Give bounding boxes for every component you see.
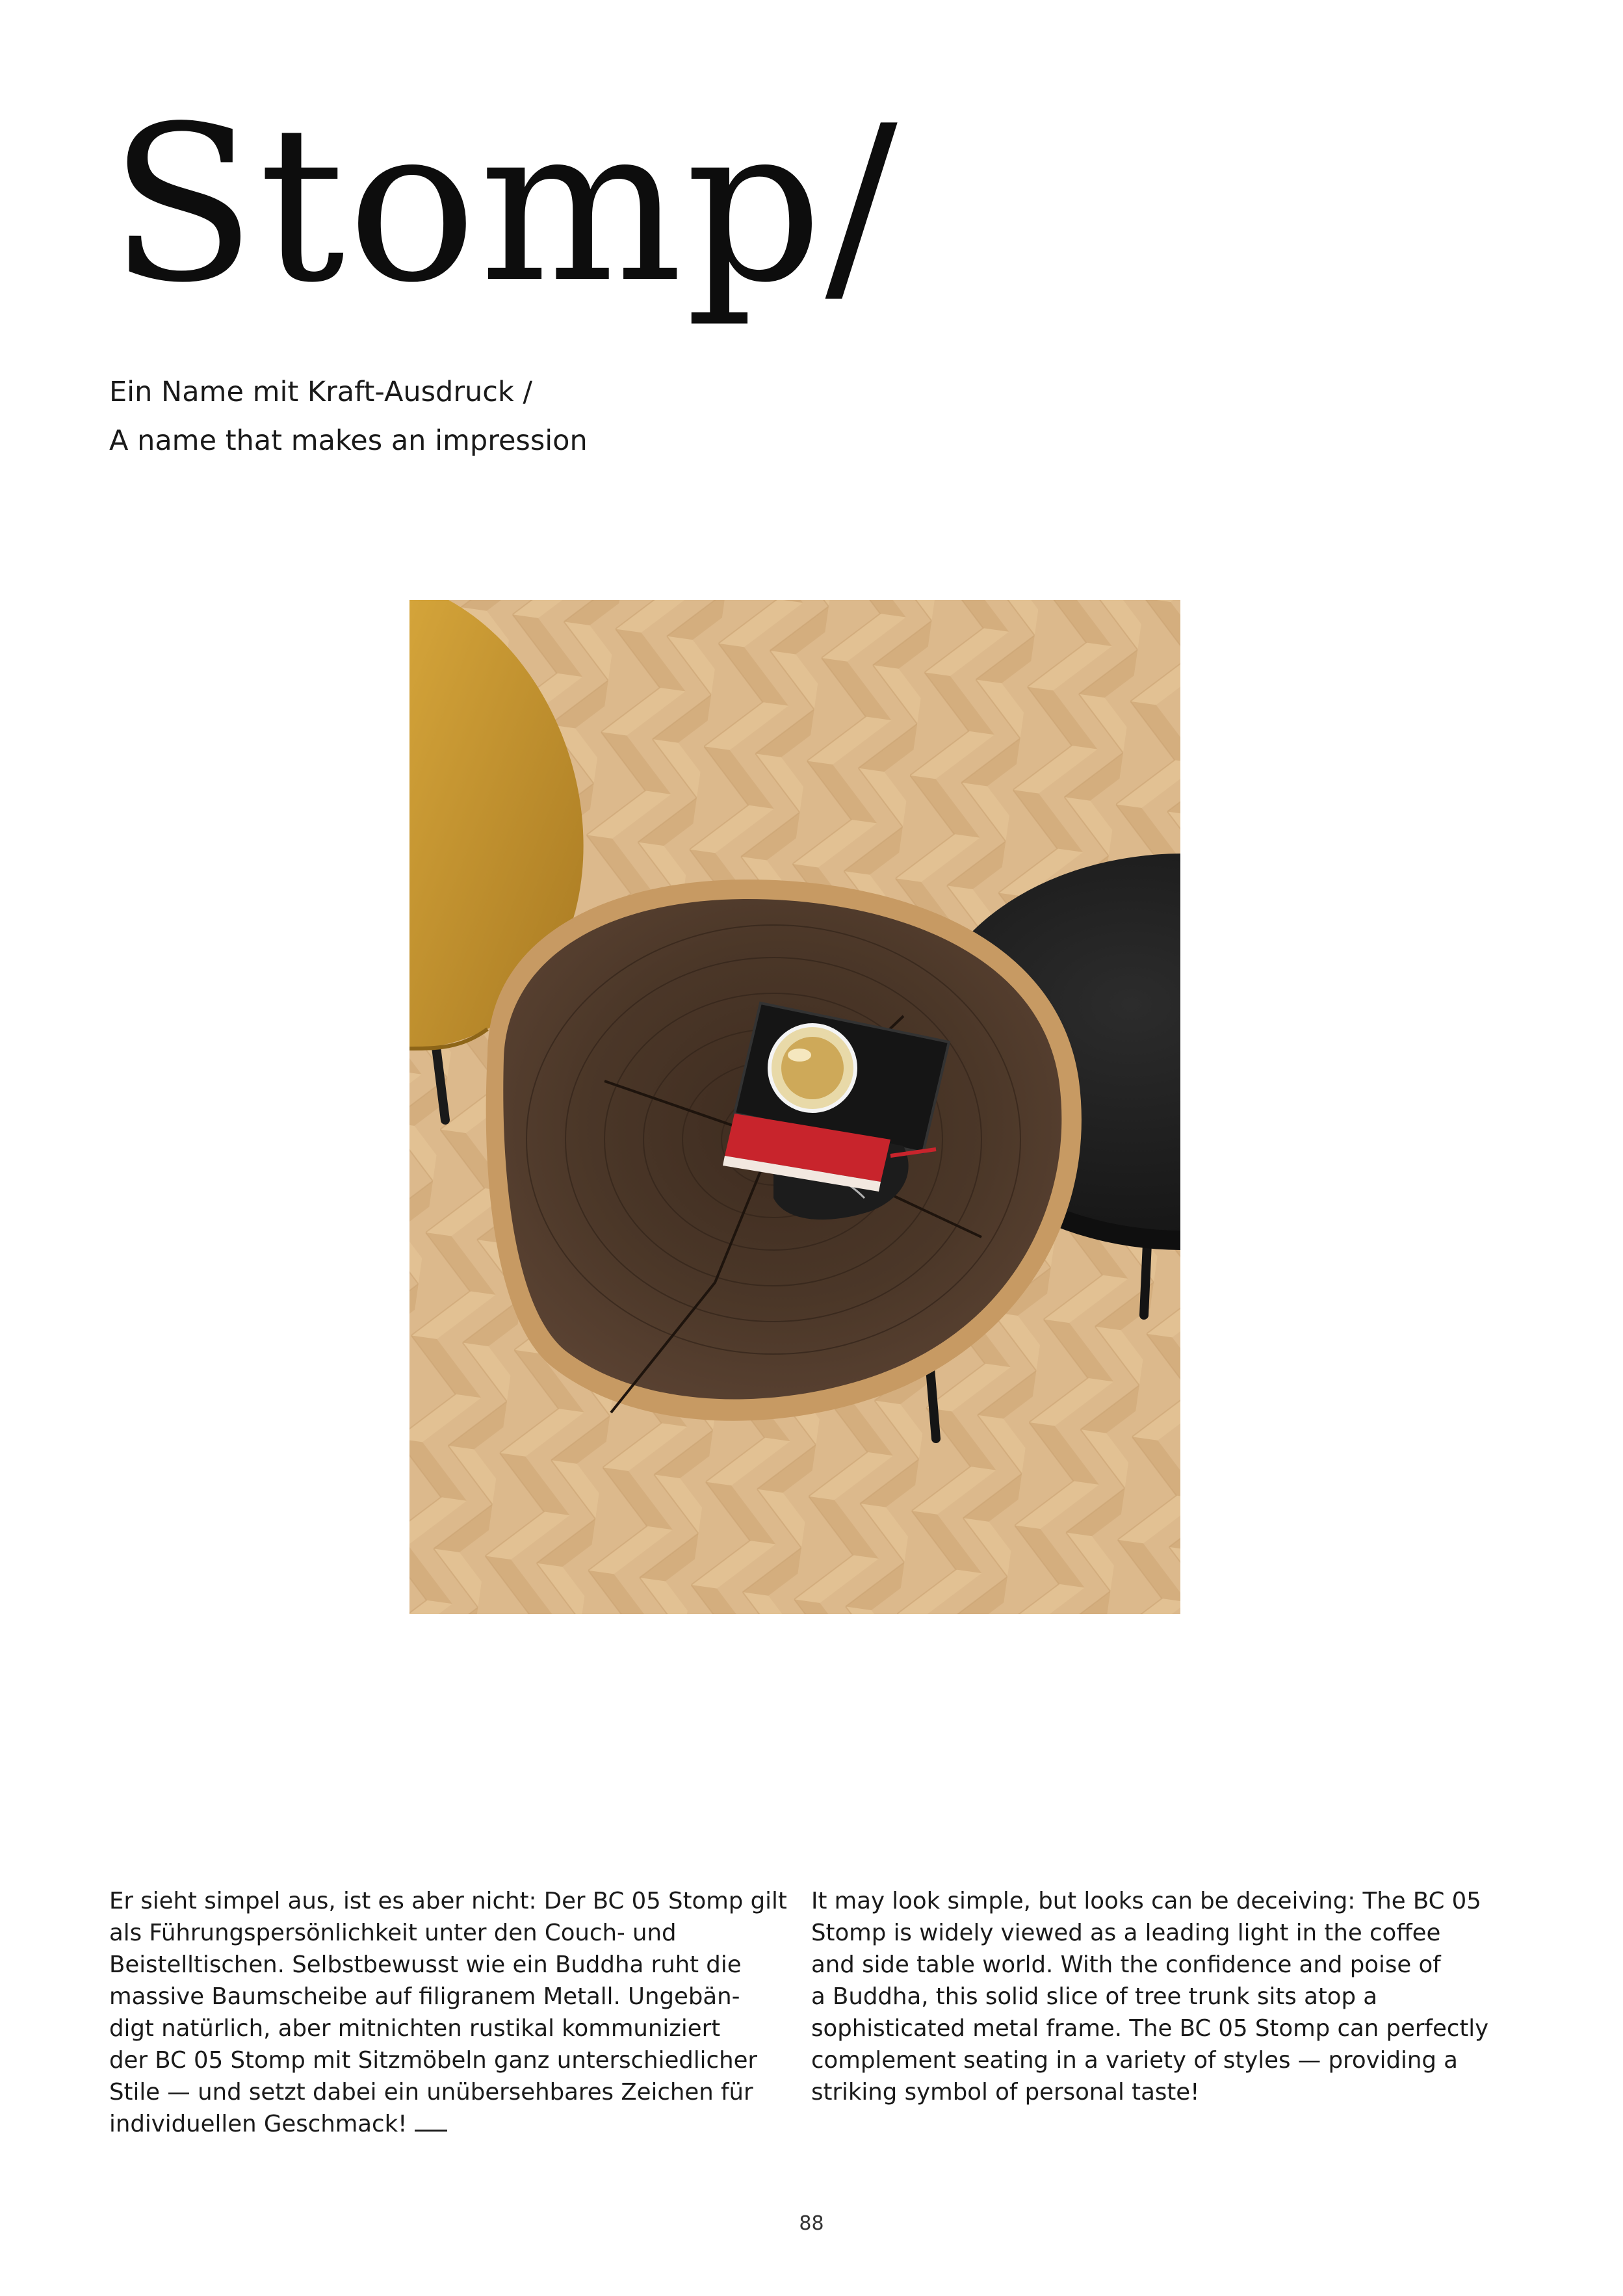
text-line: Er sieht simpel aus, ist es aber nicht: Der BC 05 Stomp gilt xyxy=(109,1888,787,1914)
subtitle-english: A name that makes an impression xyxy=(109,424,588,457)
page-title: Stomp/ xyxy=(109,80,900,330)
text-line: der BC 05 Stomp mit Sitzmöbeln ganz unterschiedlicher xyxy=(109,2047,757,2074)
glass xyxy=(770,1025,855,1111)
text-line: Beistelltischen. Selbstbewusst wie ein Buddha ruht die xyxy=(109,1951,742,1978)
text-line: a Buddha, this solid slice of tree trunk sits atop a xyxy=(811,1983,1378,2010)
subtitle-german: Ein Name mit Kraft-Ausdruck / xyxy=(109,376,532,408)
text-line: als Führungspersönlichkeit unter den Couch- und xyxy=(109,1920,677,1946)
subtitle xyxy=(109,368,588,465)
text-line: digt natürlich, aber mitnichten rustikal kommuniziert xyxy=(109,2015,721,2042)
text-line-last xyxy=(109,2108,785,2140)
product-photo xyxy=(409,600,1180,1614)
text-line: massive Baumscheibe auf filigranem Metall. Ungebän- xyxy=(109,1983,740,2010)
text-line: complement seating in a variety of styles — providing a xyxy=(811,2047,1458,2074)
text-line-end: individuellen Geschmack! xyxy=(109,2111,408,2137)
body-text-english xyxy=(811,1885,1500,2108)
text-line: It may look simple, but looks can be deceiving: The BC 05 xyxy=(811,1888,1481,1914)
text-line: Stile — und setzt dabei ein unübersehbares Zeichen für xyxy=(109,2079,753,2106)
end-mark xyxy=(415,2130,447,2132)
text-line: and side table world. With the confidence and poise of xyxy=(811,1951,1441,1978)
text-line: striking symbol of personal taste! xyxy=(811,2079,1200,2106)
body-text-german xyxy=(109,1885,785,2140)
page-number: 88 xyxy=(799,2212,824,2235)
text-line: sophisticated metal frame. The BC 05 Stomp can perfectly xyxy=(811,2015,1489,2042)
text-line: Stomp is widely viewed as a leading light in the coffee xyxy=(811,1920,1441,1946)
